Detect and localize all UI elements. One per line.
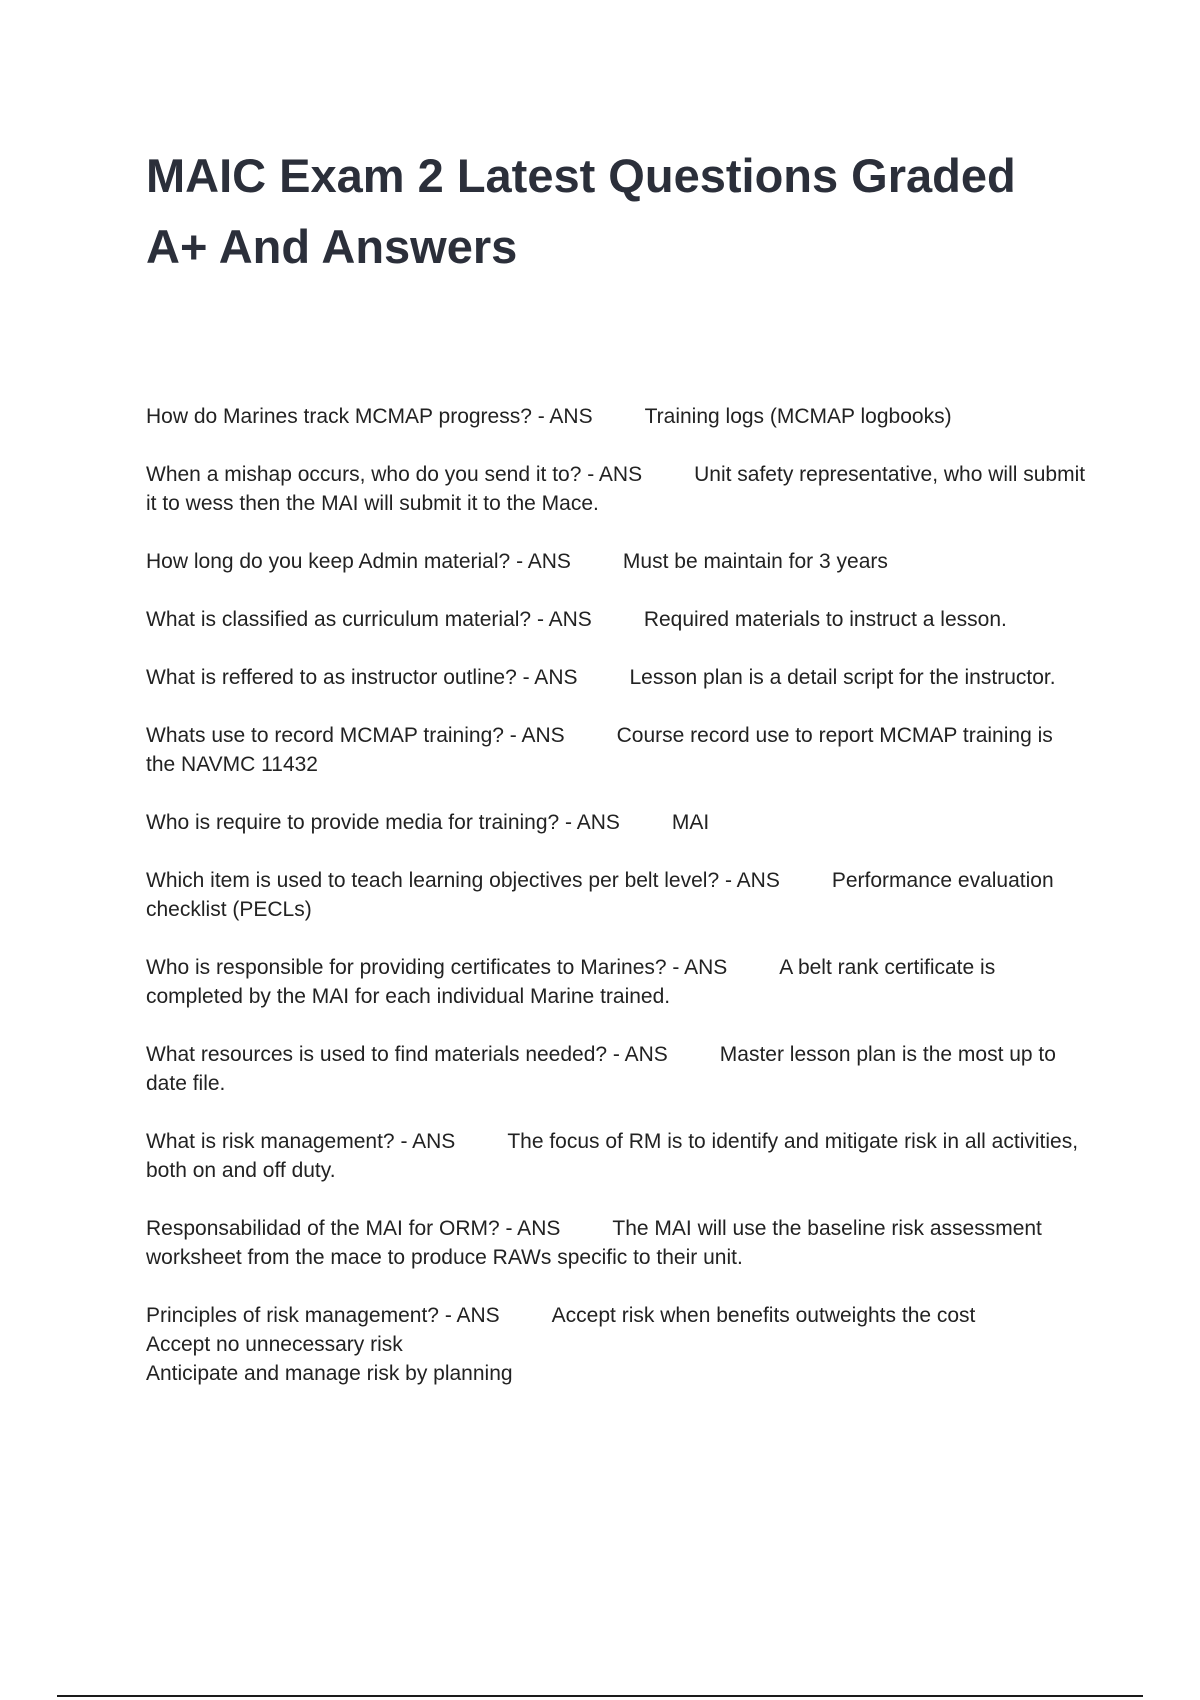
- ans-separator: - ANS: [400, 1130, 456, 1153]
- ans-separator: - ANS: [444, 1304, 500, 1327]
- question-text: How long do you keep Admin material?: [146, 550, 511, 573]
- ans-separator: - ANS: [672, 956, 728, 979]
- question-text: Responsabilidad of the MAI for ORM?: [146, 1217, 500, 1240]
- question-text: Which item is used to teach learning objectives per belt level?: [146, 869, 720, 892]
- question-text: When a mishap occurs, who do you send it to?: [146, 463, 582, 486]
- question-text: Principles of risk management?: [146, 1304, 439, 1327]
- answer-text: The MAI will use the baseline risk assessment worksheet from the mace to produce RAWs specific to their unit.: [146, 1217, 1042, 1269]
- answer-text: A belt rank certificate is completed by the MAI for each individual Marine trained.: [146, 956, 996, 1008]
- ans-separator: - ANS: [536, 608, 592, 631]
- answer-text: Required materials to instruct a lesson.: [643, 608, 1007, 631]
- question-text: How do Marines track MCMAP progress?: [146, 405, 532, 428]
- qa-item: [146, 1127, 1086, 1185]
- ans-separator: - ANS: [565, 811, 620, 834]
- answer-text: Lesson plan is a detail script for the instructor.: [629, 666, 1056, 689]
- qa-item: [146, 402, 1086, 431]
- ans-separator: - ANS: [522, 666, 578, 689]
- document-title: MAIC Exam 2 Latest Questions Graded A+ And Answers: [146, 149, 1016, 273]
- question-text: Whats use to record MCMAP training?: [146, 724, 504, 747]
- qa-item: [146, 1301, 1086, 1388]
- answer-text: Must be maintain for 3 years: [622, 550, 888, 573]
- answer-text: Master lesson plan is the most up to date file.: [146, 1043, 1056, 1095]
- qa-item: [146, 663, 1086, 692]
- qa-list: [146, 402, 1086, 1417]
- qa-item: [146, 605, 1086, 634]
- question-text: What is reffered to as instructor outline?: [146, 666, 517, 689]
- question-text: Who is responsible for providing certificates to Marines?: [146, 956, 667, 979]
- qa-item: [146, 1040, 1086, 1098]
- qa-item: [146, 547, 1086, 576]
- answer-text: Unit safety representative, who will submit it to wess then the MAI will submit it to the Mace.: [146, 463, 1086, 515]
- question-text: Who is require to provide media for training?: [146, 811, 560, 834]
- ans-separator: - ANS: [509, 724, 565, 747]
- question-text: What is classified as curriculum material?: [146, 608, 532, 631]
- question-text: What is risk management?: [146, 1130, 395, 1153]
- ans-separator: - ANS: [516, 550, 571, 573]
- answer-text: Performance evaluation checklist (PECLs): [146, 869, 1054, 921]
- qa-item: [146, 866, 1086, 924]
- question-text: What resources is used to find materials needed?: [146, 1043, 608, 1066]
- ans-separator: - ANS: [537, 405, 593, 428]
- answer-text: MAI: [671, 811, 710, 834]
- answer-text: Accept risk when benefits outweights the cost Accept no unnecessary risk Anticipate and manage risk by planning: [146, 1304, 976, 1385]
- qa-item: [146, 721, 1086, 779]
- qa-item: [146, 808, 1086, 837]
- answer-text: Training logs (MCMAP logbooks): [644, 405, 952, 428]
- answer-text: The focus of RM is to identify and mitigate risk in all activities, both on and off duty.: [146, 1130, 1079, 1182]
- answer-text: Course record use to report MCMAP training is the NAVMC 11432: [146, 724, 1053, 776]
- qa-item: [146, 1214, 1086, 1272]
- ans-separator: - ANS: [612, 1043, 668, 1066]
- ans-separator: - ANS: [724, 869, 780, 892]
- ans-separator: - ANS: [505, 1217, 561, 1240]
- qa-item: [146, 953, 1086, 1011]
- footer-divider: [57, 1695, 1143, 1697]
- ans-separator: - ANS: [587, 463, 643, 486]
- qa-item: [146, 460, 1086, 518]
